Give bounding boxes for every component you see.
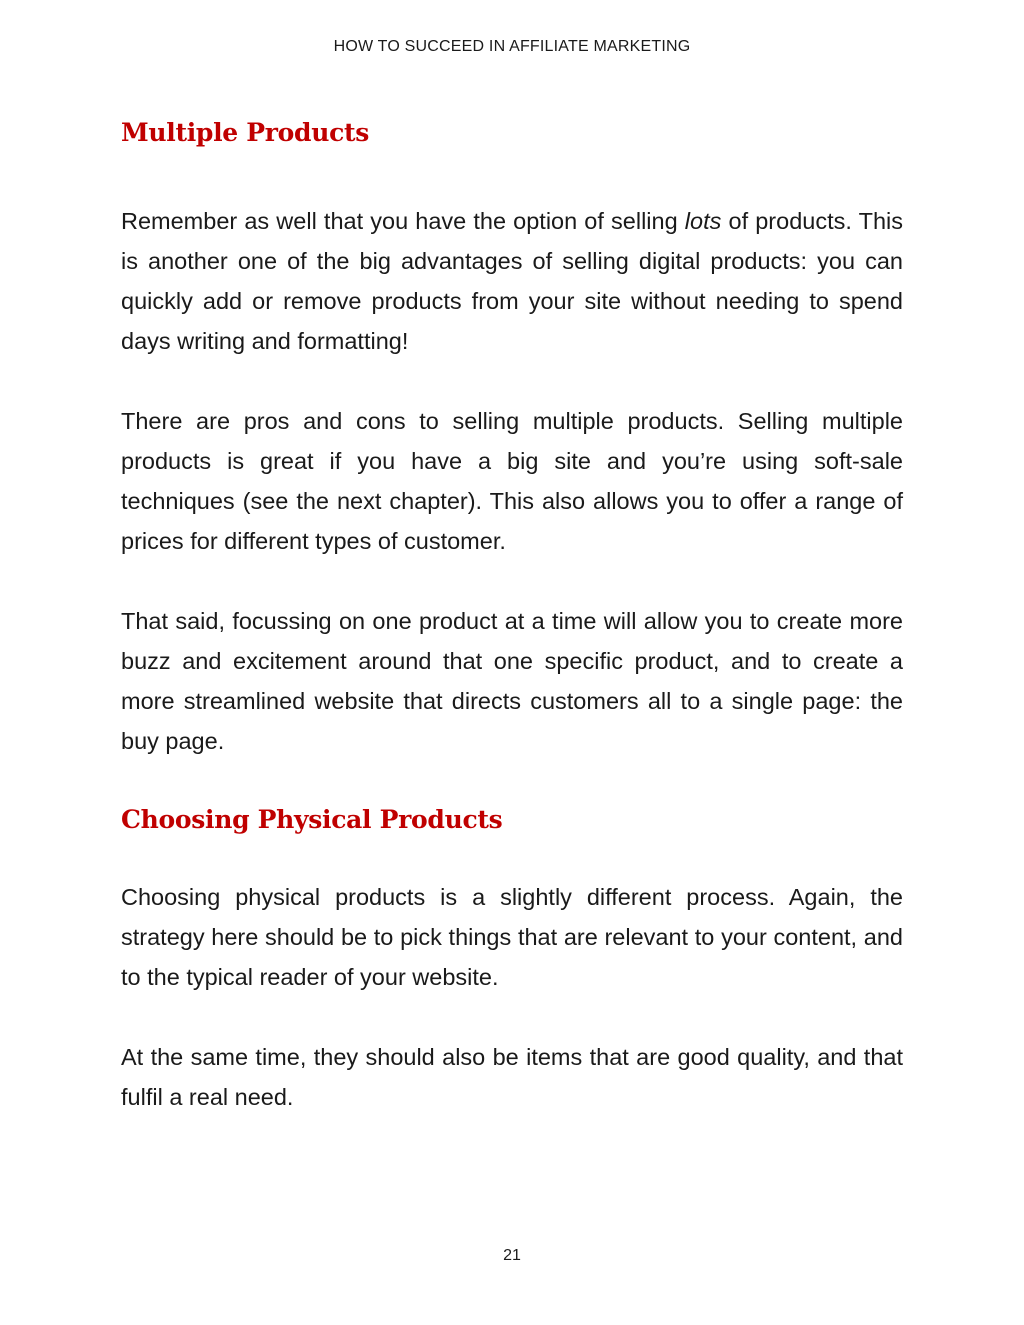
paragraph-focussing: That said, focussing on one product at a time will allow you to create more buzz and excitement around that one specific product, and to create a more streamlined website that directs customers all to a single page: the buy page. bbox=[121, 608, 903, 754]
section-heading-multiple-products: Multiple Products bbox=[121, 118, 370, 147]
emphasis-lots: lots bbox=[684, 208, 722, 234]
page-number: 21 bbox=[503, 1247, 521, 1264]
paragraph-pros-cons: There are pros and cons to selling multiple products. Selling multiple products is great if you have a big site and you’re using soft-sale techniques (see the next chapter). This also allows you to offer a range of prices for different types of customer. bbox=[121, 408, 903, 554]
section-heading-choosing-physical-products: Choosing Physical Products bbox=[121, 805, 503, 834]
paragraph-text: Remember as well that you have the option of selling bbox=[121, 208, 685, 234]
paragraph-choosing-physical: Choosing physical products is a slightly different process. Again, the strategy here should be to pick things that are relevant to your content, and to the typical reader of your website. bbox=[121, 884, 903, 990]
paragraph-multiple-products-intro bbox=[121, 201, 903, 361]
paragraph-text: of products. This is another one of the big advantages of selling digital products: you can quickly add or remove products from your site without needing to spend days writing and formatting! bbox=[121, 208, 903, 354]
paragraph-same-time: At the same time, they should also be items that are good quality, and that fulfil a real need. bbox=[121, 1044, 903, 1110]
running-header: HOW TO SUCCEED IN AFFILIATE MARKETING bbox=[333, 38, 691, 55]
